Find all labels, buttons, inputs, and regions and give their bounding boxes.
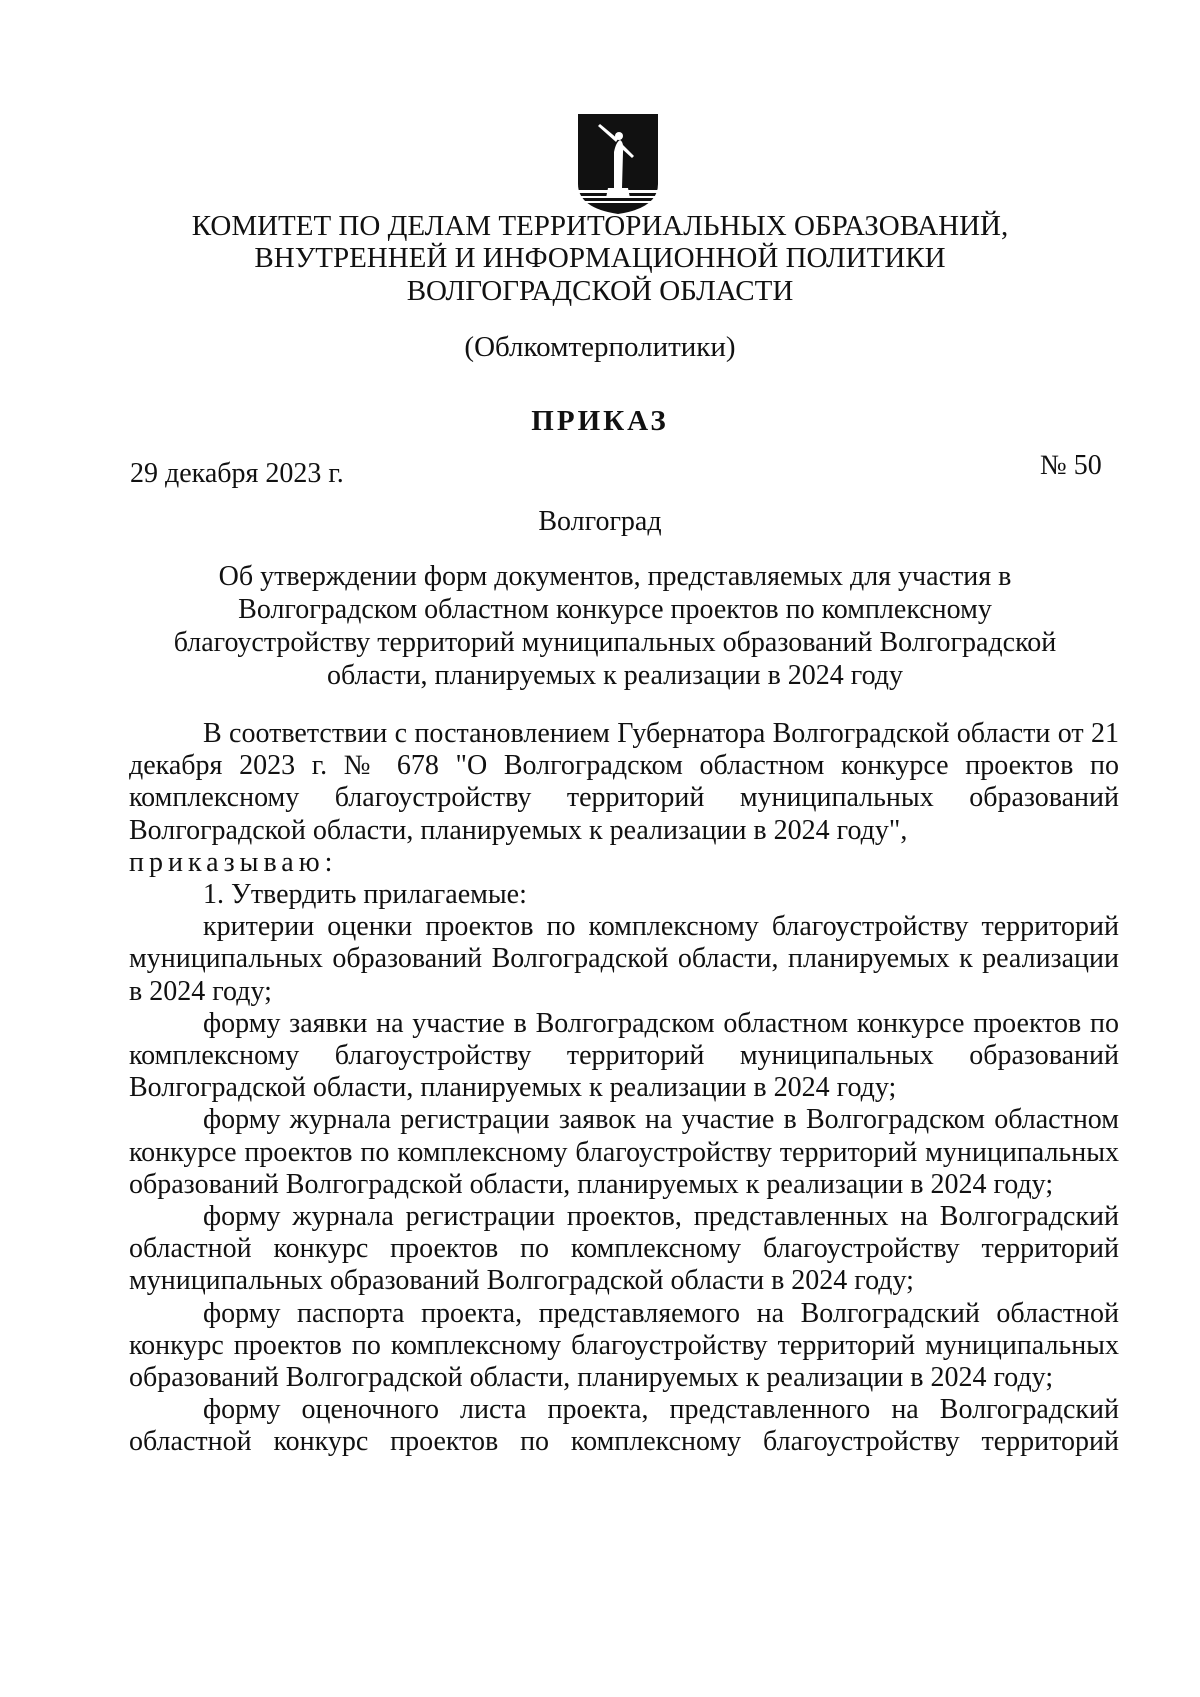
list-item: форму оценочного листа проекта, представленного на Волгоградский областной конкурс проектов по комплексному благоустройству территорий	[129, 1394, 1119, 1458]
item-1: 1. Утвердить прилагаемые:	[203, 879, 527, 911]
org-line-2: ВНУТРЕННЕЙ И ИНФОРМАЦИОННОЙ ПОЛИТИКИ	[254, 242, 946, 274]
order-subject: Об утверждении форм документов, представляемых для участия в Волгоградском областном конкурсе проектов по комплексному благоустройству территорий муниципальных образований Волгоградской области, планируемых к реализации в 2024 году	[173, 561, 1057, 691]
order-number: № 50	[1040, 450, 1102, 481]
order-word: приказываю:	[129, 846, 338, 878]
list-item: форму журнала регистрации заявок на участие в Волгоградском областном конкурсе проектов по комплексному благоустройству территорий муниципальных образований Волгоградской области, планируемых к реализации в 2024 году;	[129, 1104, 1119, 1200]
list-item: форму заявки на участие в Волгоградском областном конкурсе проектов по комплексному благоустройству территорий муниципальных образований Волгоградской области, планируемых к реализации в 2024 году;	[129, 1007, 1119, 1104]
document-type: ПРИКАЗ	[531, 405, 669, 437]
list-item: форму паспорта проекта, представляемого на Волгоградский областной конкурс проектов по комплексному благоустройству территорий муниципальных образований Волгоградской области, планируемых к реализации в 2024 году;	[129, 1297, 1119, 1394]
org-line-1: КОМИТЕТ ПО ДЕЛАМ ТЕРРИТОРИАЛЬНЫХ ОБРАЗОВАНИЙ,	[191, 210, 1009, 242]
order-body	[129, 718, 1119, 1459]
volgograd-coat-of-arms-icon	[576, 112, 660, 216]
preamble: В соответствии с постановлением Губернатора Волгоградской области от 21 декабря 2023 г. № 678 "О Волгоградском областном конкурсе проектов по комплексному благоустройству территорий муниципальных образований Волгоградской области, планируемых к реализации в 2024 году",	[129, 718, 1119, 846]
order-city: Волгоград	[538, 506, 662, 537]
order-date: 29 декабря 2023 г.	[130, 458, 344, 489]
list-item: форму журнала регистрации проектов, представленных на Волгоградский областной конкурс проектов по комплексному благоустройству территорий муниципальных образований Волгоградской области в 2024 году;	[129, 1201, 1119, 1297]
list-item: критерии оценки проектов по комплексному благоустройству территорий муниципальных образований Волгоградской области, планируемых к реализации в 2024 году;	[129, 911, 1119, 1007]
org-abbreviation: (Облкомтерполитики)	[464, 331, 736, 363]
org-line-3: ВОЛГОГРАДСКОЙ ОБЛАСТИ	[406, 275, 794, 307]
